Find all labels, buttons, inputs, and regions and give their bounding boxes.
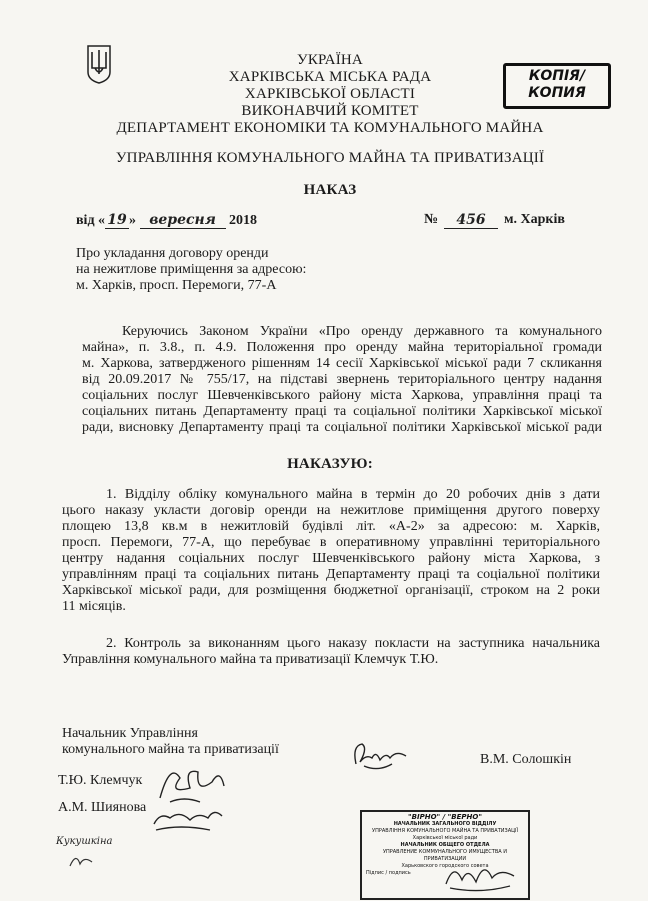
order-heading: НАКАЗУЮ: (287, 456, 373, 472)
verified-stamp-title: "ВІРНО" / "ВЕРНО" (408, 813, 482, 821)
preamble-line: ради, висновку Департаменту праці та соціальної політики Харківської міської ради (82, 420, 602, 435)
open-quote: « (98, 213, 106, 228)
copy-stamp-line1: КОПІЯ/ (528, 68, 586, 84)
order-month: вересня (140, 212, 226, 229)
preamble-line: м. Харкова, затвердженого рішенням 14 сесії Харківської міської ради 7 скликання (82, 356, 602, 371)
item1-line: площею 13,8 кв.м в нежитловій будівлі літ. «А-2» за адресою: м. Харків, (62, 519, 600, 534)
order-item-2 (62, 636, 600, 668)
header-region: ХАРКІВСЬКОЇ ОБЛАСТІ (244, 86, 416, 102)
verified-stamp-signature (440, 856, 520, 896)
verified-stamp-line: УПРАВЛЕНИЕ КОММУНАЛЬНОГО ИМУЩЕСТВА И ПРИВАТИЗАЦИИ (382, 849, 508, 862)
item2-line: 2. Контроль за виконанням цього наказу покласти на заступника начальника (106, 636, 600, 651)
header-country: УКРАЇНА (297, 52, 363, 68)
verified-stamp-line: НАЧАЛЬНИК ЗАГАЛЬНОГО ВІДДІЛУ (393, 821, 497, 827)
preamble-line: Керуючись Законом України «Про оренду державного та комунального (122, 324, 602, 339)
item1-line: просп. Перемоги, 77-А, що перебуває в оперативному управлінні територіального (62, 535, 600, 550)
item2-line: Управління комунального майна та приватизації Клемчук Т.Ю. (62, 652, 439, 667)
order-item-1 (62, 487, 600, 615)
subject-line: Про укладання договору оренди (76, 246, 269, 261)
subject-line: на нежитлове приміщення за адресою: (76, 262, 307, 277)
order-place: м. Харків (504, 212, 565, 227)
handwritten-note: Кукушкіна (56, 836, 113, 847)
signatory-name: В.М. Солошкін (480, 752, 572, 767)
item1-line: цього наказу укласти договір оренди на нежитлове приміщення другого поверху (62, 503, 600, 518)
handwritten-mark (66, 850, 96, 872)
copy-stamp-line2: КОПИЯ (528, 85, 586, 101)
approval-signature (150, 758, 230, 838)
coat-of-arms-icon (86, 44, 112, 84)
subject-line: м. Харків, просп. Перемоги, 77-А (76, 278, 277, 293)
header-city-council: ХАРКІВСЬКА МІСЬКА РАДА (228, 69, 432, 85)
order-day: 19 (105, 212, 129, 229)
preamble-line: соціальних питань Департаменту праці та соціальної політики Харківської міської (82, 404, 602, 419)
verified-stamp-line: НАЧАЛЬНИК ОБЩЕГО ОТДЕЛА (400, 842, 490, 848)
item1-line: 11 місяців. (62, 599, 126, 614)
signatory-title (62, 726, 322, 758)
order-year: 2018 (229, 213, 258, 228)
verified-stamp-line: Харьковского городского совета (401, 863, 489, 869)
signatory-title-line: комунального майна та приватизації (62, 742, 279, 757)
preamble-paragraph (82, 324, 602, 436)
verified-stamp-line: Харківської міської ради (412, 835, 478, 841)
copy-stamp (503, 63, 611, 109)
item1-line: центру надання соціальних послуг Шевченківського району міста Харкова, з (62, 551, 600, 566)
close-quote: » (129, 213, 137, 228)
item1-line: управлінням праці та соціальних питань Департаменту праці та соціальної політики (62, 567, 600, 582)
approval-name: Т.Ю. Клемчук (58, 773, 143, 788)
header-executive-committee: ВИКОНАВЧИЙ КОМІТЕТ (241, 103, 419, 119)
item1-line: Харківської міської ради, для розміщення бюджетної організації, строком на 2 роки (62, 583, 600, 598)
subject-block (76, 246, 376, 294)
verified-stamp-line: УПРАВЛІННЯ КОМУНАЛЬНОГО МАЙНА ТА ПРИВАТИЗАЦІЇ (372, 828, 518, 834)
item1-line: 1. Відділу обліку комунального майна в термін до 20 робочих днів з дати (106, 487, 600, 502)
preamble-line: майна», п. 3.8., п. 4.9. Положення про оренду майна територіальної громади (82, 340, 602, 355)
head-signature (350, 738, 410, 774)
preamble-line: від 20.09.2017 № 755/17, на підставі звернень територіального центру надання (82, 372, 602, 387)
from-label: від (76, 213, 95, 228)
order-date-line (76, 212, 596, 234)
document-type-heading: НАКАЗ (303, 182, 357, 198)
approval-name: А.М. Шиянова (58, 800, 147, 815)
number-label: № (424, 212, 439, 227)
signatory-title-line: Начальник Управління (62, 726, 198, 741)
verified-stamp-line: Підпис / подпись (366, 870, 411, 876)
header-administration: УПРАВЛІННЯ КОМУНАЛЬНОГО МАЙНА ТА ПРИВАТИЗАЦІЇ (115, 150, 545, 166)
order-number: 456 (444, 212, 498, 229)
preamble-line: соціальних послуг Шевченківського району міста Харкова, управління праці та (82, 388, 602, 403)
header-department: ДЕПАРТАМЕНТ ЕКОНОМІКИ ТА КОМУНАЛЬНОГО МАЙНА (116, 120, 544, 136)
